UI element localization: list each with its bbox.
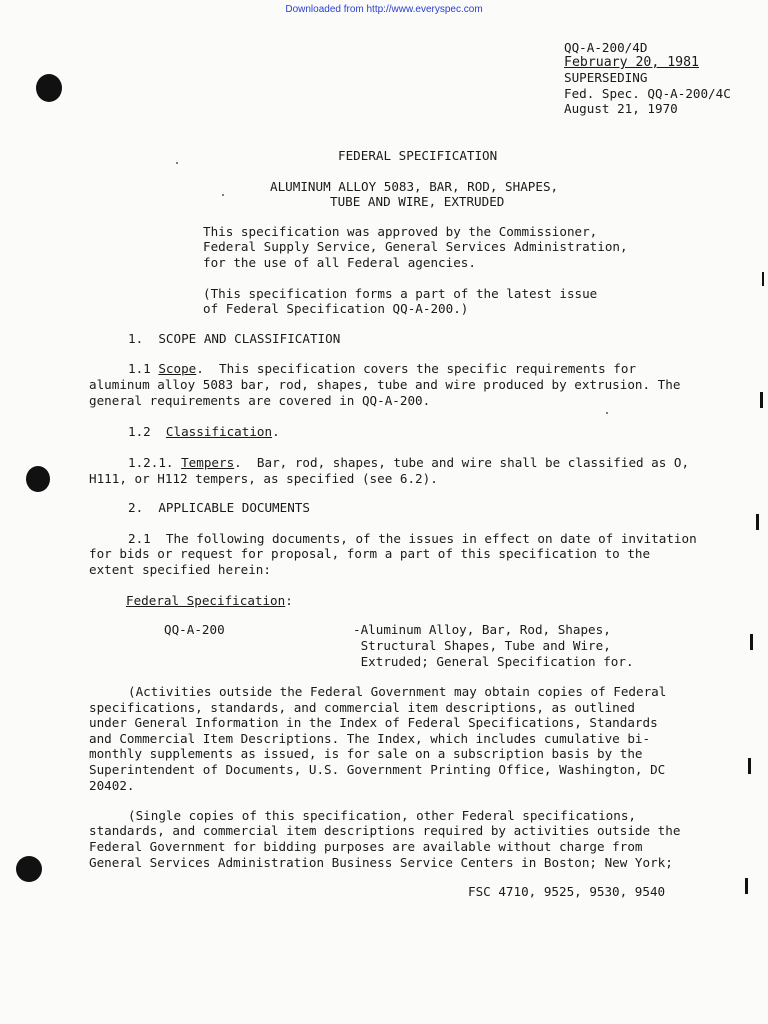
tempers-number: 1.2.1. [128, 455, 174, 470]
title-line-2: ALUMINUM ALLOY 5083, BAR, ROD, SHAPES, [270, 179, 559, 194]
reference-description: Structural Shapes, Tube and Wire, [353, 638, 611, 653]
section-2-heading: 2. APPLICABLE DOCUMENTS [128, 500, 310, 515]
revision-bar-1 [762, 272, 764, 286]
superseding-label: SUPERSEDING [564, 70, 648, 85]
federal-specification-colon: : [285, 593, 293, 608]
superseded-date: August 21, 1970 [564, 101, 678, 116]
tempers-paragraph [128, 455, 689, 471]
approval-line: for the use of all Federal agencies. [203, 255, 476, 270]
revision-bar-2 [760, 392, 763, 408]
activities-line: monthly supplements as issued, is for sale on a subscription basis by the [89, 746, 643, 761]
activities-line: (Activities outside the Federal Government may obtain copies of Federal [128, 684, 667, 699]
federal-specification-label: Federal Specification [126, 593, 286, 608]
scope-line: general requirements are covered in QQ-A-200. [89, 393, 431, 408]
tempers-line: H111, or H112 tempers, as specified (see 6.2). [89, 471, 438, 486]
note-line: of Federal Specification QQ-A-200.) [203, 301, 469, 316]
applicable-docs-line: for bids or request for proposal, form a part of this specification to the [89, 546, 651, 561]
note-line: (This specification forms a part of the latest issue [203, 286, 598, 301]
single-copies-line: standards, and commercial item descriptions required by activities outside the [89, 823, 681, 838]
single-copies-line: Federal Government for bidding purposes are available without charge from [89, 839, 643, 854]
activities-line: and Commercial Item Descriptions. The Index, which includes cumulative bi- [89, 731, 651, 746]
punch-hole-top [36, 74, 62, 102]
activities-line: under General Information in the Index of Federal Specifications, Standards [89, 715, 658, 730]
scan-speck [176, 162, 178, 164]
revision-bar-4 [750, 634, 753, 650]
fsc-codes: FSC 4710, 9525, 9530, 9540 [468, 884, 666, 899]
classification-period: . [272, 424, 280, 439]
scope-text: . This specification covers the specific requirements for [196, 361, 637, 376]
activities-line: 20402. [89, 778, 135, 793]
punch-hole-bottom [16, 856, 42, 882]
tempers-text: . Bar, rod, shapes, tube and wire shall be classified as O, [234, 455, 690, 470]
source-link[interactable]: Downloaded from http://www.everyspec.com [285, 4, 483, 15]
superseded-spec: Fed. Spec. QQ-A-200/4C [564, 86, 731, 101]
scope-number: 1.1 [128, 361, 151, 376]
punch-hole-middle [26, 466, 50, 492]
applicable-docs-line: extent specified herein: [89, 562, 271, 577]
scan-speck [222, 194, 224, 196]
single-copies-line: (Single copies of this specification, other Federal specifications, [128, 808, 636, 823]
reference-id: QQ-A-200 [164, 622, 225, 637]
federal-specification-heading [126, 593, 293, 609]
scope-paragraph [128, 361, 636, 377]
scope-label: Scope [158, 361, 197, 376]
approval-line: This specification was approved by the Commissioner, [203, 224, 598, 239]
revision-bar-6 [745, 878, 748, 894]
doc-date: February 20, 1981 [564, 55, 699, 70]
revision-bar-5 [748, 758, 751, 774]
single-copies-line: General Services Administration Business Service Centers in Boston; New York; [89, 855, 673, 870]
section-1-heading: 1. SCOPE AND CLASSIFICATION [128, 331, 341, 346]
title-line-3: TUBE AND WIRE, EXTRUDED [330, 194, 505, 209]
tempers-label: Tempers [181, 455, 235, 470]
doc-id: QQ-A-200/4D [564, 40, 648, 55]
scope-line: aluminum alloy 5083 bar, rod, shapes, tube and wire produced by extrusion. The [89, 377, 681, 392]
activities-line: specifications, standards, and commercial item descriptions, as outlined [89, 700, 635, 715]
classification-heading [128, 424, 280, 440]
title-line-1: FEDERAL SPECIFICATION [338, 148, 498, 163]
applicable-docs-line: 2.1 The following documents, of the issues in effect on date of invitation [128, 531, 697, 546]
approval-line: Federal Supply Service, General Services Administration, [203, 239, 628, 254]
classification-label: Classification [165, 424, 273, 439]
scan-speck [606, 412, 608, 414]
reference-description: -Aluminum Alloy, Bar, Rod, Shapes, [353, 622, 611, 637]
reference-description: Extruded; General Specification for. [353, 654, 634, 669]
activities-line: Superintendent of Documents, U.S. Government Printing Office, Washington, DC [89, 762, 666, 777]
revision-bar-3 [756, 514, 759, 530]
classification-number: 1.2 [128, 424, 151, 439]
